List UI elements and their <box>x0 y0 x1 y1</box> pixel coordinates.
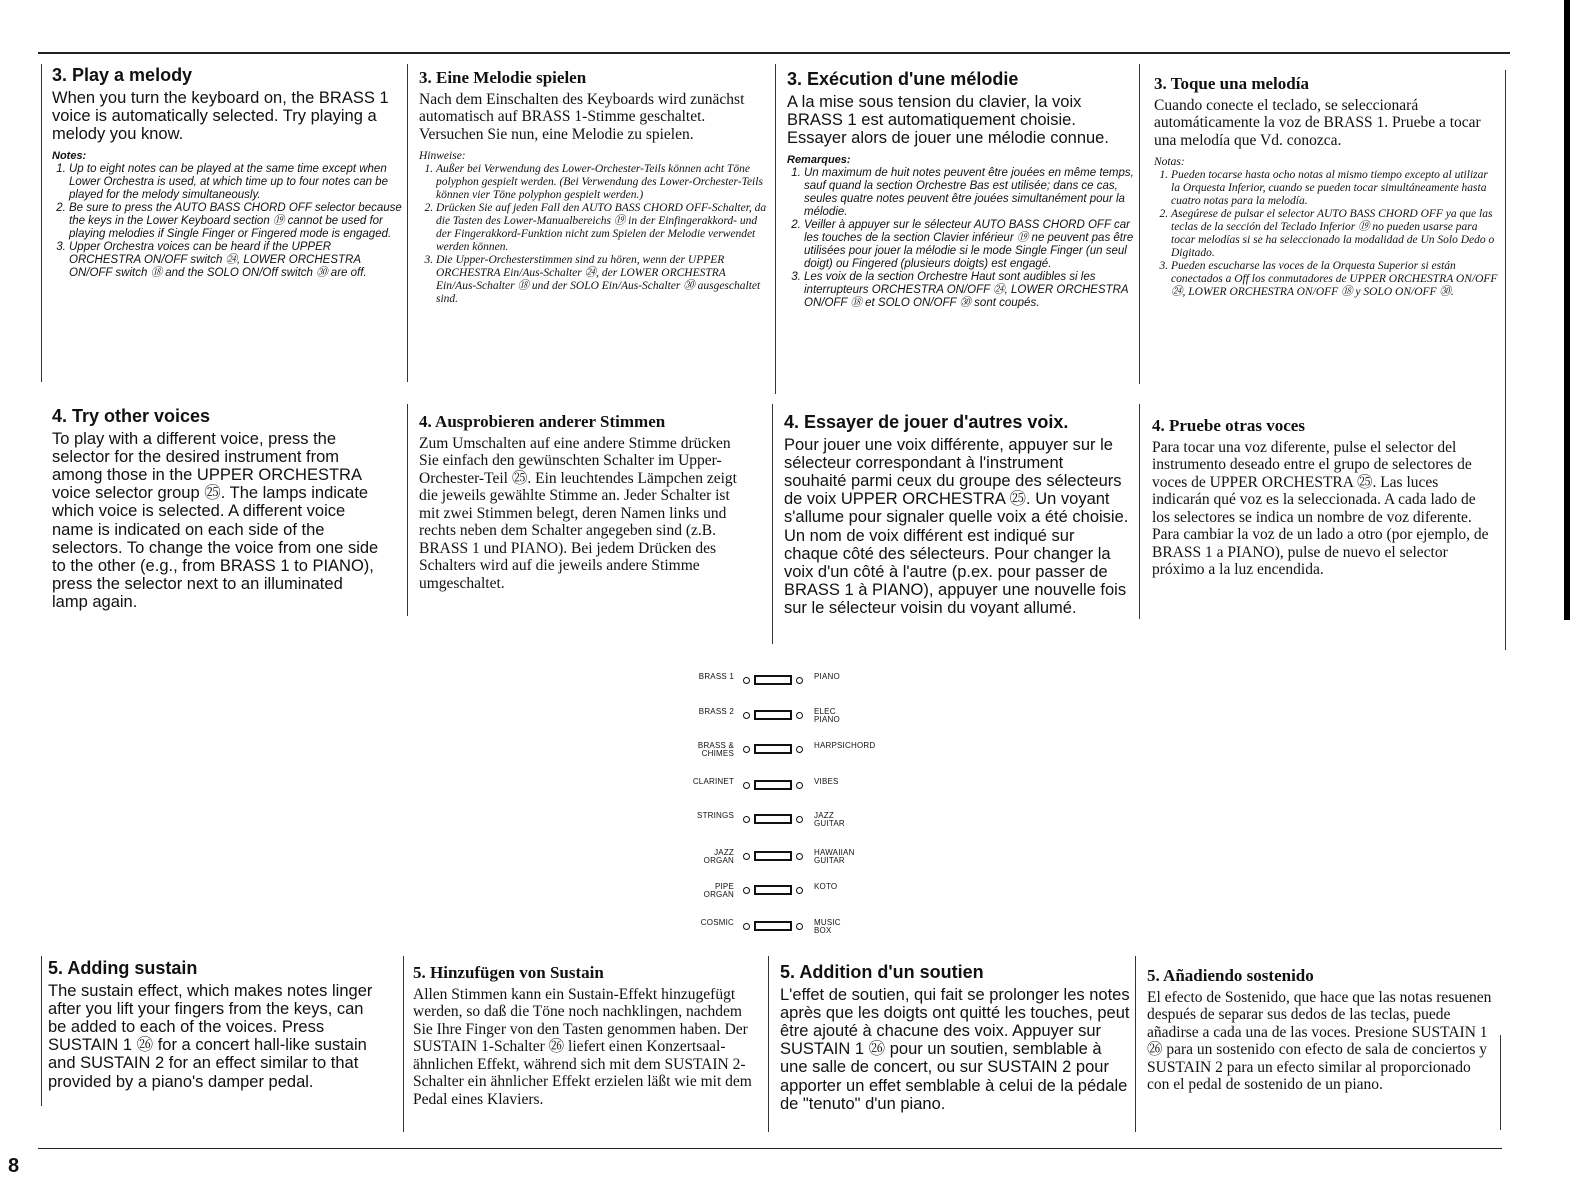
section-heading: 5. Adding sustain <box>48 958 198 978</box>
page-edge-bar <box>1564 0 1570 620</box>
selector-row <box>660 919 900 937</box>
voice-selector-button <box>754 885 792 895</box>
section-heading: 4. Pruebe otras voces <box>1152 416 1305 435</box>
lamp-icon <box>743 923 750 930</box>
section-body: El efecto de Sostenido, que hace que las notas resuenen después de separar sus dedos de las teclas, puede añadirse a cada una de las voces. Presione SUSTAIN 1 ㉖ para un sostenido con efecto de sala de conciertos y SUSTAIN 2 para un efecto similar al proporcionado con el pedal de sostenido de un piano. <box>1147 988 1492 1094</box>
page-number: 8 <box>8 1155 20 1177</box>
selector-left-voice: BRASS & CHIMES <box>697 741 734 758</box>
es-section-3 <box>1154 75 1499 299</box>
notes-label: Notas: <box>1154 156 1185 169</box>
column-divider <box>1135 956 1136 1132</box>
section-body: Nach dem Einschalten des Keyboards wird zunächst automatisch auf BRASS 1-Stimme geschaltet. Versuchen Sie nun, eine Melodie zu spielen. <box>419 90 745 143</box>
column-divider <box>775 64 776 394</box>
section-body: To play with a different voice, press the selector for the desired instrument from among those in the UPPER ORCHESTRA voice selector group ㉕. The lamps indicate which voice is selected. A different voice name is indicated on each side of the selectors. To change the voice from one side to the other (e.g., from BRASS 1 to PIANO), press the selector next to an illuminated lamp again. <box>52 429 379 612</box>
de-section-5 <box>413 964 763 1108</box>
section-heading: 5. Añadiendo sostenido <box>1147 966 1314 985</box>
selector-left-voice: COSMIC <box>700 918 734 927</box>
column-divider <box>407 64 408 382</box>
selector-left-voice: JAZZ ORGAN <box>703 848 734 865</box>
en-section-4 <box>52 407 382 611</box>
selector-row <box>660 883 900 901</box>
column-divider <box>403 956 404 1132</box>
note-item: 1. Außer bei Verwendung des Lower-Orchester-Teils können acht Töne polyphon gespielt werden. (Bei Verwendung des Lower-Orchester-Teils können vier Töne polyphon gespielt werden.) <box>436 163 767 202</box>
voice-selector-button <box>754 710 792 720</box>
selector-row <box>660 778 900 796</box>
voice-selector-button <box>754 675 792 685</box>
column-divider <box>1505 70 1506 650</box>
lamp-icon <box>796 887 803 894</box>
note-item: 1. Up to eight notes can be played at the same time except when Lower Orchestra is used, at which time up to four notes can be played for the melody simultaneously. <box>69 163 402 202</box>
section-heading: 4. Essayer de jouer d'autres voix. <box>784 412 1069 432</box>
en-section-5 <box>48 959 384 1091</box>
selector-left-voice: STRINGS <box>697 811 734 820</box>
lamp-icon <box>796 746 803 753</box>
column-divider <box>768 956 769 1132</box>
notes-list <box>52 163 402 280</box>
column-divider <box>41 956 42 1106</box>
section-body: Pour jouer une voix différente, appuyer sur le sélecteur correspondant à l'instrument souhaité parmi ceux du groupe des sélecteurs de voix UPPER ORCHESTRA ㉕. Un voyant s'allume pour signaler quelle voix a été choisie. Un nom de voix différent est indiqué sur chaque côté des sélecteurs. Pour changer la voix d'un côté à l'autre (p.ex. pour passer de BRASS 1 à PIANO), appuyer une nouvelle fois sur le sélecteur voisin du voyant allumé. <box>784 435 1129 618</box>
section-body: The sustain effect, which makes notes linger after you lift your fingers from the keys, can be added to each of the voices. Press SUSTAIN 1 ㉖ for a concert hall-like sustain and SUSTAIN 2 for an effect similar to that provided by a piano's damper pedal. <box>48 981 373 1091</box>
selector-right-voice: KOTO <box>814 882 838 891</box>
note-item: 2. Be sure to press the AUTO BASS CHORD OFF selector because the keys in the Lower Keyboard section ⑲ cannot be used for playing melodies if Single Finger or Fingered mode is engaged. <box>69 202 402 241</box>
selector-row <box>660 742 900 760</box>
section-heading: 3. Exécution d'une mélodie <box>787 69 1019 89</box>
section-heading: 3. Play a melody <box>52 65 193 85</box>
fr-section-4 <box>784 413 1130 617</box>
voice-selector-button <box>754 921 792 931</box>
fr-section-5 <box>780 963 1130 1113</box>
selector-left-voice: CLARINET <box>692 777 734 786</box>
de-section-4 <box>419 413 754 592</box>
notes-label: Remarques: <box>787 154 851 167</box>
note-item: 3. Die Upper-Orchesterstimmen sind zu hören, wenn der UPPER ORCHESTRA Ein/Aus-Schalter ㉔, der LOWER ORCHESTRA Ein/Aus-Schalter ⑱ und der SOLO Ein/Aus-Schalter ㉚ ausgeschaltet sind. <box>436 254 767 306</box>
voice-selector-button <box>754 851 792 861</box>
selector-left-voice: PIPE ORGAN <box>703 882 734 899</box>
notes-label: Hinweise: <box>419 150 466 163</box>
selector-row <box>660 812 900 830</box>
de-section-3 <box>419 69 767 306</box>
es-section-5 <box>1147 967 1493 1094</box>
column-divider <box>772 404 773 644</box>
note-item: 1. Un maximum de huit notes peuvent être jouées en même temps, sauf quand la section Orchestre Bas est utilisée; dans ce cas, seules quatre notes peuvent être jouées simultanément pour la mélodie. <box>804 167 1135 219</box>
lamp-icon <box>743 853 750 860</box>
lamp-icon <box>743 746 750 753</box>
lamp-icon <box>796 816 803 823</box>
column-divider <box>407 404 408 616</box>
section-heading: 4. Ausprobieren anderer Stimmen <box>419 412 666 431</box>
lamp-icon <box>743 782 750 789</box>
voice-selector-button <box>754 780 792 790</box>
notes-list <box>1154 169 1499 299</box>
selector-right-voice: MUSIC BOX <box>814 918 841 935</box>
lamp-icon <box>743 712 750 719</box>
voice-selector-button <box>754 814 792 824</box>
selector-right-voice: PIANO <box>814 672 840 681</box>
section-heading: 3. Eine Melodie spielen <box>419 68 587 87</box>
fr-section-3 <box>787 70 1135 310</box>
selector-left-voice: BRASS 1 <box>698 672 734 681</box>
selector-right-voice: HARPSICHORD <box>814 741 876 750</box>
section-heading: 3. Toque una melodía <box>1154 74 1309 93</box>
notes-list <box>419 163 767 306</box>
selector-row <box>660 849 900 867</box>
lamp-icon <box>743 816 750 823</box>
note-item: 1. Pueden tocarse hasta ocho notas al mismo tiempo excepto al utilizar la Orquesta Inferior, cuando se pueden tocar simultáneamente hasta cuatro notas para la melodía. <box>1171 169 1499 208</box>
lamp-icon <box>796 923 803 930</box>
section-body: Para tocar una voz diferente, pulse el selector del instrumento deseado entre el grupo de selectores de voces de UPPER ORCHESTRA ㉕. Las luces indicarán qué voz es la seleccionada. A cada lado de los selectores se indica un nombre de voz diferente. Para cambiar la voz de un lado a otro (por ejemplo, de BRASS 1 a PIANO), pulse de nuevo el selector próximo a la luz encendida. <box>1152 438 1489 579</box>
section-heading: 5. Hinzufügen von Sustain <box>413 963 604 982</box>
section-body: Allen Stimmen kann ein Sustain-Effekt hinzugefügt werden, so daß die Töne noch nachklingen, nachdem Sie Ihre Finger von den Tasten genommen haben. Der SUSTAIN 1-Schalter ㉖ liefert einen Konzertsaal-ähnlichen Effekt, während sich mit dem SUSTAIN 2-Schalter ein ähnlicher Effekt erzielen läßt wie mit dem Pedal eines Klaviers. <box>413 985 752 1108</box>
column-divider <box>1139 64 1140 384</box>
note-item: 2. Drücken Sie auf jeden Fall den AUTO BASS CHORD OFF-Schalter, da die Tasten des Lower-Manualbereichs ⑲ in der Einfingerakkord- und der Fingerakkord-Funktion nicht zum Spielen der Melodie verwendet werden können. <box>436 202 767 254</box>
top-rule <box>38 52 1510 54</box>
lamp-icon <box>743 887 750 894</box>
es-section-4 <box>1152 417 1497 579</box>
note-item: 2. Veiller à appuyer sur le sélecteur AUTO BASS CHORD OFF car les touches de la section Clavier inférieur ⑲ ne peuvent pas être utilisées pour jouer la mélodie si le mode Single Finger (un seul doigt) ou Fingered (plusieurs doigts) est engagé. <box>804 219 1135 271</box>
lamp-icon <box>796 782 803 789</box>
notes-list <box>787 167 1135 310</box>
section-body: L'effet de soutien, qui fait se prolonger les notes après que les doigts ont quitté les touches, peut être ajouté à chacune des voix. Appuyer sur SUSTAIN 1 ㉖ pour un soutien, semblable à une salle de concert, ou sur SUSTAIN 2 pour apporter un effet semblable à celui de la pédale de "tenuto" d'un piano. <box>780 985 1130 1113</box>
note-item: 3. Les voix de la section Orchestre Haut sont audibles si les interrupteurs ORCHESTRA ON/OFF ㉔, LOWER ORCHESTRA ON/OFF ⑱ et SOLO ON/OFF ㉚ sont coupés. <box>804 271 1135 310</box>
lamp-icon <box>796 853 803 860</box>
column-divider <box>1500 1035 1501 1130</box>
selector-right-voice: JAZZ GUITAR <box>814 811 845 828</box>
section-body: Cuando conecte el teclado, se seleccionará automáticamente la voz de BRASS 1. Pruebe a tocar una melodía que Vd. conozca. <box>1154 96 1481 149</box>
note-item: 3. Pueden escucharse las voces de la Orquesta Superior si están conectados a Off los conmutadores de UPPER ORCHESTRA ON/OFF ㉔, LOWER ORCHESTRA ON/OFF ⑱ y SOLO ON/OFF ㉚. <box>1171 260 1499 299</box>
column-divider <box>41 64 42 382</box>
section-body: Zum Umschalten auf eine andere Stimme drücken Sie einfach den gewünschten Schalter im Upper-Orchester-Teil ㉕. Ein leuchtendes Lämpchen zeigt die jeweils gewählte Stimme an. Jeder Schalter ist mit zwei Stimmen belegt, deren Namen links und rechts neben dem Schalter angegeben sind (z.B. BRASS 1 und PIANO). Bei jedem Drücken des Schalters wird auf die jeweils andere Stimme umgeschaltet. <box>419 434 737 592</box>
upper-orchestra-selector-diagram <box>660 665 900 950</box>
lamp-icon <box>796 712 803 719</box>
section-body: A la mise sous tension du clavier, la voix BRASS 1 est automatiquement choisie. Essayer alors de jouer une mélodie connue. <box>787 92 1109 148</box>
notes-label: Notes: <box>52 150 87 163</box>
selector-left-voice: BRASS 2 <box>698 707 734 716</box>
lamp-icon <box>796 677 803 684</box>
section-heading: 4. Try other voices <box>52 406 211 426</box>
note-item: 2. Asegúrese de pulsar el selector AUTO BASS CHORD OFF ya que las teclas de la sección del Teclado Inferior ⑲ no pueden usarse para tocar melodías si se ha seleccionado la modalidad de Un Solo Dedo o Digitado. <box>1171 208 1499 260</box>
selector-row <box>660 673 900 691</box>
voice-selector-button <box>754 744 792 754</box>
bottom-rule <box>38 1148 1502 1149</box>
en-section-3 <box>52 66 402 280</box>
selector-right-voice: VIBES <box>814 777 839 786</box>
selector-right-voice: HAWAIIAN GUITAR <box>814 848 855 865</box>
section-body: When you turn the keyboard on, the BRASS 1 voice is automatically selected. Try playing a melody you know. <box>52 88 389 144</box>
note-item: 3. Upper Orchestra voices can be heard if the UPPER ORCHESTRA ON/OFF switch ㉔, LOWER ORCHESTRA ON/OFF switch ⑱ and the SOLO ON/Off switch ㉚ are off. <box>69 241 402 280</box>
selector-row <box>660 708 900 726</box>
section-heading: 5. Addition d'un soutien <box>780 962 984 982</box>
lamp-icon <box>743 677 750 684</box>
selector-right-voice: ELEC PIANO <box>814 707 840 724</box>
column-divider <box>1139 404 1140 619</box>
